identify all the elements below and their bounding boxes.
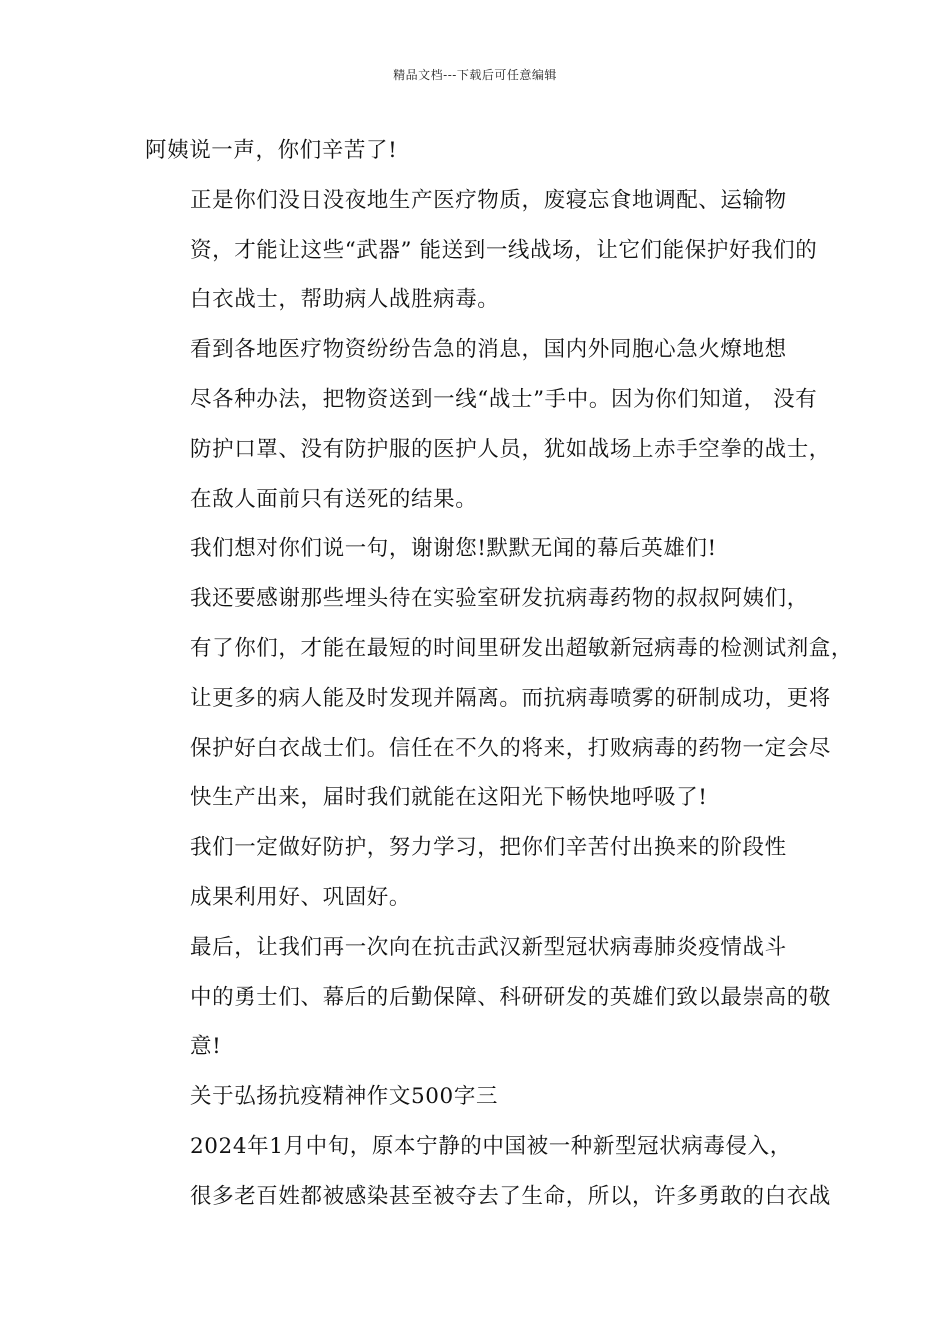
text-line: 保护好白衣战士们。信任在不久的将来，打败病毒的药物一定会尽 — [190, 735, 831, 761]
paragraph — [145, 1072, 825, 1122]
text-line: 我们想对你们说一句，谢谢您!默默无闻的幕后英雄们! — [190, 536, 717, 562]
text-line: 让更多的病人能及时发现并隔离。而抗病毒喷雾的研制成功，更将 — [190, 685, 831, 711]
text-line: 快生产出来，届时我们就能在这阳光下畅快地呼吸了! — [190, 785, 708, 811]
paragraph — [145, 574, 854, 823]
text-line: 尽各种办法，把物资送到一线“战士”手中。因为你们知道， 没有 — [190, 386, 818, 412]
paragraph — [145, 325, 831, 524]
paragraph — [145, 524, 825, 574]
document-body — [145, 126, 854, 1222]
text-line: 阿姨说一声，你们辛苦了! — [145, 138, 398, 163]
paragraph — [145, 126, 825, 176]
text-line: 防护口罩、没有防护服的医护人员，犹如战场上赤手空拳的战士， — [190, 436, 831, 462]
paragraph — [145, 923, 831, 1072]
paragraph — [145, 1122, 831, 1222]
text-line: 中的勇士们、幕后的后勤保障、科研研发的英雄们致以最崇高的敬 — [190, 984, 831, 1010]
paragraph — [145, 823, 825, 923]
text-line: 我还要感谢那些埋头待在实验室研发抗病毒药物的叔叔阿姨们， — [190, 586, 809, 612]
text-line: 意! — [190, 1034, 222, 1060]
text-line: 很多老百姓都被感染甚至被夺去了生命，所以，许多勇敢的白衣战 — [190, 1183, 831, 1209]
text-line: 白衣战士，帮助病人战胜病毒。 — [190, 287, 500, 313]
page-header: 精品文档---下载后可任意编辑 — [393, 68, 557, 82]
text-line: 2024年1月中旬，原本宁静的中国被一种新型冠状病毒侵入， — [190, 1133, 792, 1159]
text-line: 在敌人面前只有送死的结果。 — [190, 486, 478, 512]
text-line: 看到各地医疗物资纷纷告急的消息，国内外同胞心急火燎地想 — [190, 337, 787, 363]
text-line: 最后，让我们再一次向在抗击武汉新型冠状病毒肺炎疫情战斗 — [190, 934, 787, 960]
text-line: 正是你们没日没夜地生产医疗物质，废寝忘食地调配、运输物 — [190, 187, 787, 213]
text-line: 关于弘扬抗疫精神作文500字三 — [190, 1084, 499, 1110]
text-line: 有了你们，才能在最短的时间里研发出超敏新冠病毒的检测试剂盒， — [190, 635, 854, 661]
text-line: 我们一定做好防护，努力学习，把你们辛苦付出换来的阶段性 — [190, 835, 787, 861]
paragraph — [145, 176, 825, 325]
text-line: 成果利用好、巩固好。 — [190, 884, 412, 910]
text-line: 资，才能让这些“武器” 能送到一线战场，让它们能保护好我们的 — [190, 237, 818, 263]
